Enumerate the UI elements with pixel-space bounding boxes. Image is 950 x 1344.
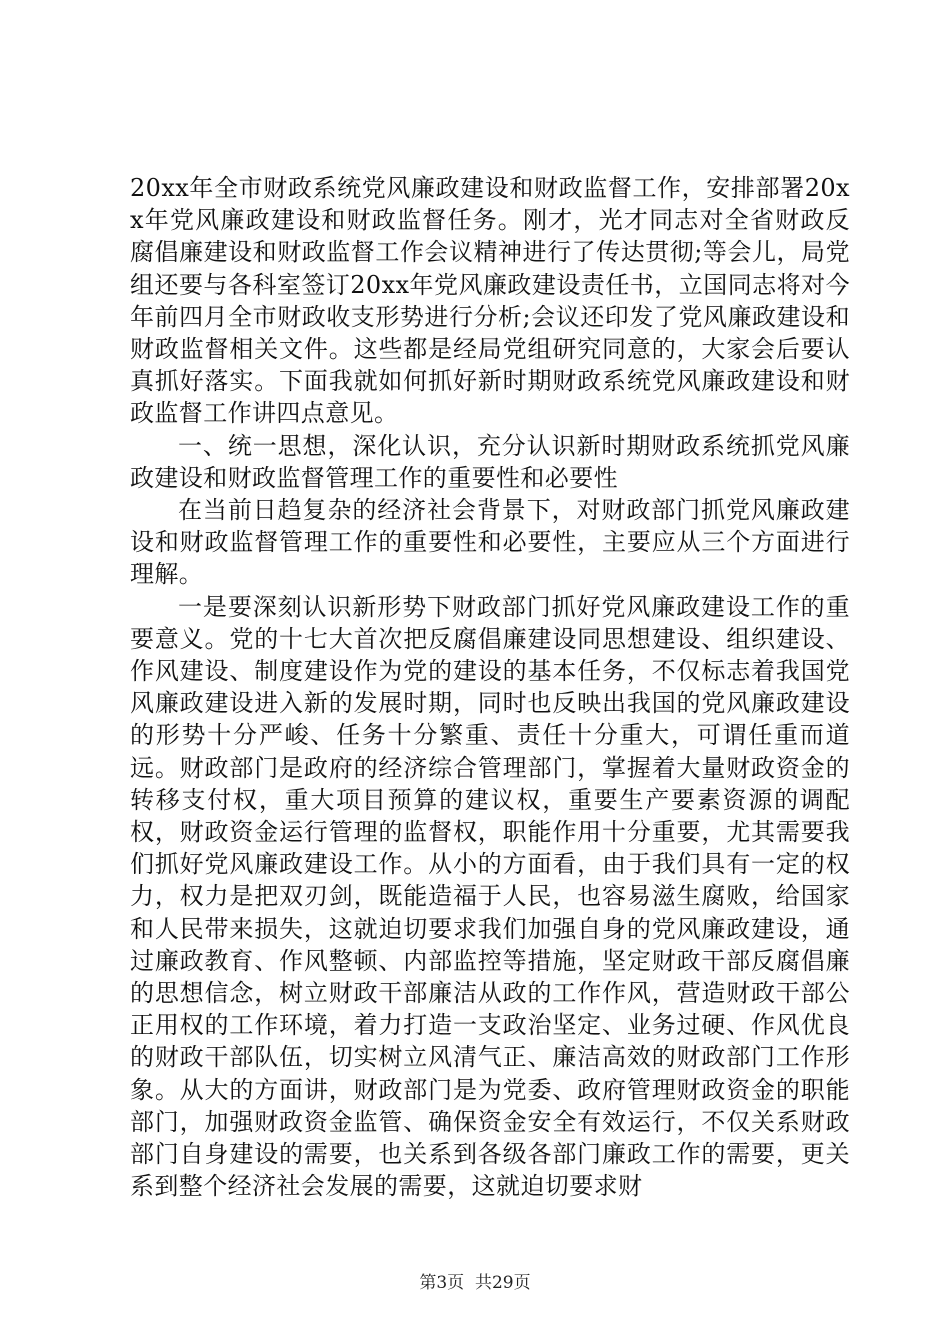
- section-heading-1: 一、统一思想，深化认识，充分认识新时期财政系统抓党风廉政建设和财政监督管理工作的重要性和必要性: [130, 431, 850, 492]
- page-number-label: 第3页 共29页: [419, 1273, 531, 1293]
- paragraph-context: 在当前日趋复杂的经济社会背景下，对财政部门抓党风廉政建设和财政监督管理工作的重要性和必要性，主要应从三个方面进行理解。: [130, 496, 850, 589]
- paragraph-intro: 20xx年全市财政系统党风廉政建设和财政监督工作，安排部署20xx年党风廉政建设和财政监督任务。刚才，光才同志对全省财政反腐倡廉建设和财政监督工作会议精神进行了传达贯彻;等会儿，局党组还要与各科室签订20xx年党风廉政建设责任书，立国同志将对今年前四月全市财政收支形势进行分析;会议还印发了党风廉政建设和财政监督相关文件。这些都是经局党组研究同意的，大家会后要认真抓好落实。下面我就如何抓好新时期财政系统党风廉政建设和财政监督工作讲四点意见。: [130, 174, 850, 428]
- paragraph-point-one: 一是要深刻认识新形势下财政部门抓好党风廉政建设工作的重要意义。党的十七大首次把反腐倡廉建设同思想建设、组织建设、作风建设、制度建设作为党的建设的基本任务，不仅标志着我国党风廉政建设进入新的发展时期，同时也反映出我国的党风廉政建设的形势十分严峻、任务十分繁重、责任十分重大，可谓任重而道远。财政部门是政府的经济综合管理部门，掌握着大量财政资金的转移支付权，重大项目预算的建议权，重要生产要素资源的调配权，财政资金运行管理的监督权，职能作用十分重要，尤其需要我们抓好党风廉政建设工作。从小的方面看，由于我们具有一定的权力，权力是把双刃剑，既能造福于人民，也容易滋生腐败，给国家和人民带来损失，这就迫切要求我们加强自身的党风廉政建设，通过廉政教育、作风整顿、内部监控等措施，坚定财政干部反腐倡廉的思想信念，树立财政干部廉洁从政的工作作风，营造财政干部公正用权的工作环境，着力打造一支政治坚定、业务过硬、作风优良的财政干部队伍，切实树立风清气正、廉洁高效的财政部门工作形象。从大的方面讲，财政部门是为党委、政府管理财政资金的职能部门，加强财政资金监管、确保资金安全有效运行，不仅关系财政部门自身建设的需要，也关系到各级各部门廉政工作的需要，更关系到整个经济社会发展的需要，这就迫切要求财: [130, 592, 850, 1201]
- page-footer: [0, 1268, 950, 1293]
- document-body: [130, 172, 850, 1203]
